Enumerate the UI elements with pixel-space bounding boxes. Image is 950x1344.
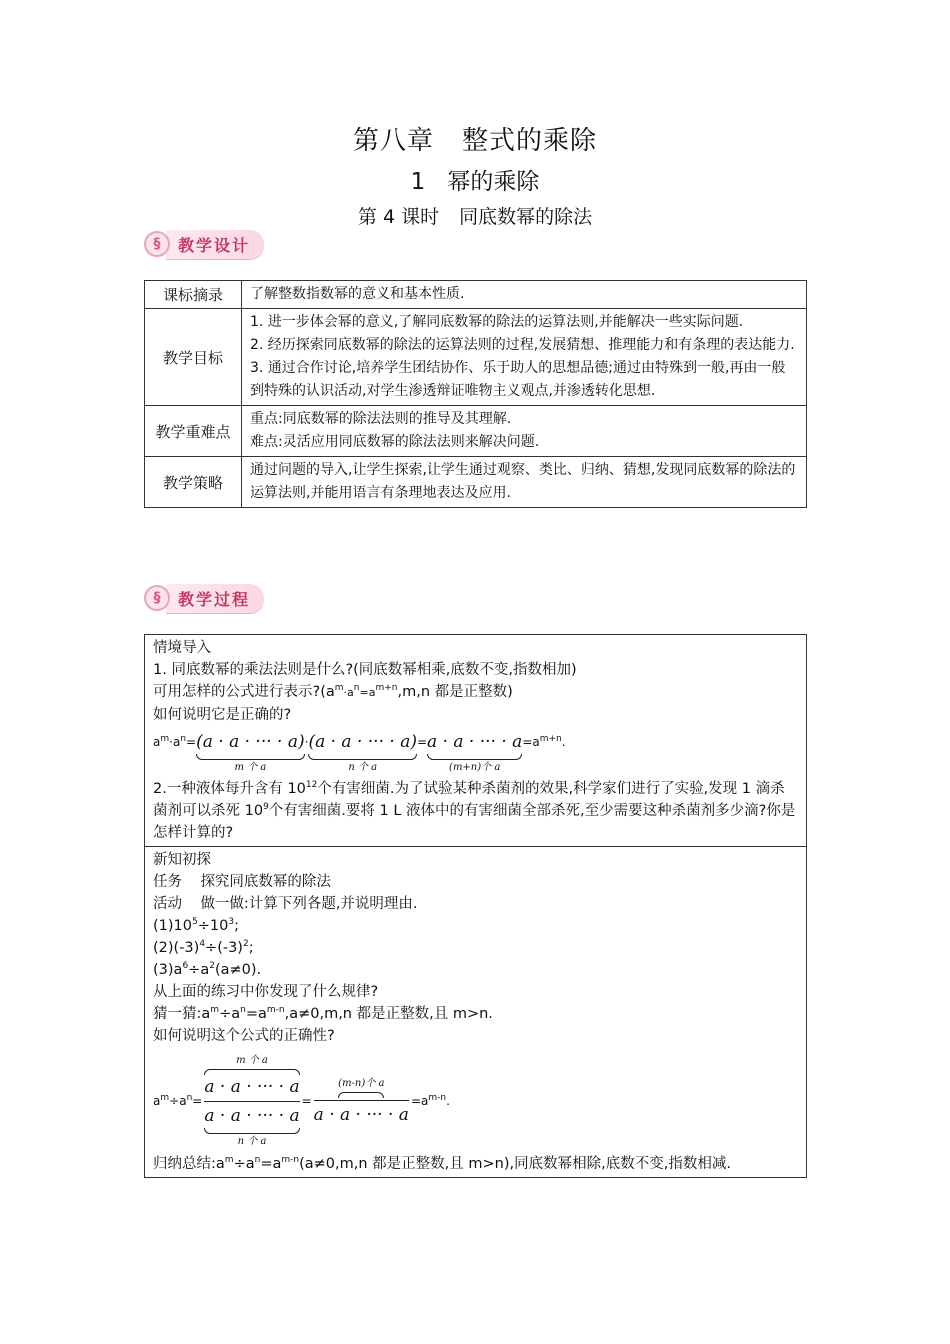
row-label: 课标摘录	[145, 281, 242, 309]
design-table	[144, 280, 807, 508]
table-row	[145, 406, 807, 457]
row-content: 重点:同底数幂的除法法则的推导及其理解. 难点:灵活应用同底数幂的除法法则来解决问题.	[242, 406, 807, 457]
multiplication-proof: $a^m\cdot a^n=$ (a · a · ··· · a) m 个 a · (a · a · ··· · a) n 个 a = a · a · ··· · a (m+n)个 a $=a^{m+n}$.	[153, 732, 566, 773]
row-label: 教学重难点	[145, 406, 242, 457]
row-content: 通过问题的导入,让学生探索,让学生通过观察、类比、归纳、猜想,发现同底数幂的除法的运算法则,并能用语言有条理地表达及应用.	[242, 457, 807, 508]
section-title: 1 幂的乘除	[410, 169, 540, 195]
table-row	[145, 309, 807, 406]
chapter-title: 第八章 整式的乘除	[352, 126, 598, 156]
table-row	[145, 281, 807, 309]
lesson-title: 第 4 课时 同底数幂的除法	[357, 206, 593, 228]
row-label: 教学策略	[145, 457, 242, 508]
row-label: 教学目标	[145, 309, 242, 406]
process-section-label: § 教学过程	[144, 584, 264, 612]
division-proof: $a^m\div a^n=$ m 个 a a · a · ··· · a a · a · ··· · a n 个 a = $\frac{\text{(m-n)个 a}}{a \cdot a \cdot \cdot\cdot\cdot \cdot a}$ $=a^{m-n}$.	[153, 1054, 450, 1147]
design-section-label: § 教学设计	[144, 230, 264, 258]
table-row	[145, 457, 807, 508]
row-content: 1. 进一步体会幂的意义,了解同底数幂的除法的运算法则,并能解决一些实际问题. 2. 经历探索同底数幂的除法的运算法则的过程,发展猜想、推理能力和有条理的表达能力. 3. 通过合作讨论,培养学生团结协作、乐于助人的思想品德;通过由特殊到一般,再由一般到特殊的认识活动,对学生渗透辩证唯物主义观点,并渗透转化思想.	[242, 309, 807, 406]
intro-block: 情境导入 1. 同底数幂的乘法法则是什么?(同底数幂相乘,底数不变,指数相加) 可用怎样的公式进行表示$?(a^m\cdot a^n=a^{m+n},m,n$ 都是正整数) 如何说明它是正确的? $a^m\cdot a^n=$ (a · a · ··· · a) m 个 a · (a · a · ··· · a) n 个 a = a · a · ··· · a (m+n)个 a $=a^{m+n}$. 2.一种液体每升含有 $10^{12}$个有害细菌.为了试验某种杀菌剂的效果,科学家们进行了实验,发现 1 滴杀菌剂可以杀死 $10^9$个有害细菌.要将 1 L 液体中的有害细菌全部杀死,至少需要这种杀菌剂多少滴?你是怎样计算的?	[145, 635, 806, 846]
section-badge-icon: §	[144, 231, 170, 257]
row-content: 了解整数指数幂的意义和基本性质.	[242, 281, 807, 309]
process-box	[144, 634, 807, 1178]
section-badge-icon: §	[144, 585, 170, 611]
new-knowledge-block: 新知初探 任务 探究同底数幂的除法 活动 做一做:计算下列各题,并说明理由. $(1)10^5\div 10^3$; $(2)(-3)^4\div(-3)^2$; $(3)a^6\div a^2(a\ne 0)$. 从上面的练习中你发现了什么规律? 猜一猜$:a^m\div a^n=a^{m-n},a\ne 0,m,n$ 都是正整数,且 m>n. 如何说明这个公式的正确性? $a^m\div a^n=$ m 个 a a · a · ··· · a a · a · ··· · a n 个 a = $\frac{\text{(m-n)个 a}}{a \cdot a \cdot \cdot\cdot\cdot \cdot a}$ $=a^{m-n}$. 归纳总结$:a^m\div a^n=a^{m-n}(a\ne 0,m,n$ 都是正整数,且 m>n),同底数幂相除,底数不变,指数相减.	[145, 846, 806, 1177]
